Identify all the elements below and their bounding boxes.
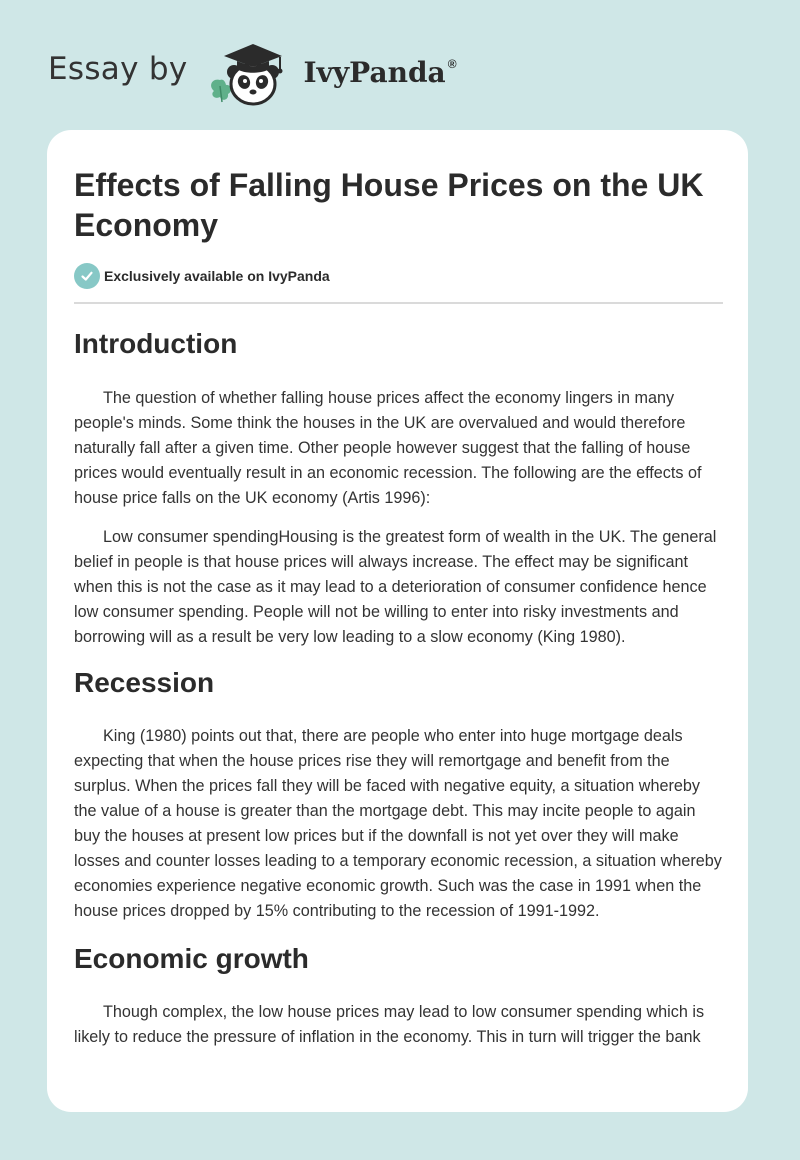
registered-mark: ® <box>447 56 457 71</box>
article-body <box>74 320 723 1050</box>
paragraph: Low consumer spendingHousing is the greatest form of wealth in the UK. The general belief in people is that house prices will always increase. The effect may be significant when this is not the case as it may lead to a deterioration of consumer confidence hence low consumer spending. People will not be willing to enter into risky investments and borrowing will as a result be very low leading to a slow economy (King 1980). <box>74 528 717 646</box>
brand-name[interactable] <box>304 56 457 89</box>
exclusive-badge <box>74 262 330 290</box>
section-heading-introduction: Introduction <box>74 328 238 359</box>
brand-name-text: IvyPanda <box>303 55 446 89</box>
essay-by-label: Essay by <box>48 51 188 87</box>
checkmark-icon <box>74 263 100 289</box>
section-heading-economic-growth: Economic growth <box>74 943 309 974</box>
exclusive-label: Exclusively available on IvyPanda <box>104 268 330 284</box>
paragraph: Though complex, the low house prices may lead to low consumer spending which is likely to reduce the pressure of inflation in the economy. This in turn will trigger the bank <box>74 1003 705 1046</box>
paragraph: The question of whether falling house prices affect the economy lingers in many people's minds. Some think the houses in the UK are overvalued and would therefore naturally fall after a given time. Other people however suggest that the falling of house prices would eventually result in an economic recession. The following are the effects of house price falls on the UK economy (Artis 1996): <box>74 389 702 507</box>
essay-card <box>47 130 748 1112</box>
paragraph: King (1980) points out that, there are people who enter into huge mortgage deals expecting that when the house prices rise they will remortgage and benefit from the surplus. When the prices fall they will be faced with negative equity, a situation whereby the value of a house is greater than the mortgage debt. This may incite people to again buy the houses at present low prices but if the downfall is not yet over they will make losses and counter losses leading to a temporary economic recession, a situation whereby economies experience negative economic growth. Such was the case in 1991 when the house prices dropped by 15% contributing to the recession of 1991-1992. <box>74 727 722 920</box>
site-header <box>48 36 457 108</box>
ivypanda-logo-icon[interactable] <box>202 36 298 108</box>
section-heading-recession: Recession <box>74 667 215 698</box>
page-title: Effects of Falling House Prices on the UK Economy <box>74 167 704 243</box>
divider <box>74 302 723 304</box>
